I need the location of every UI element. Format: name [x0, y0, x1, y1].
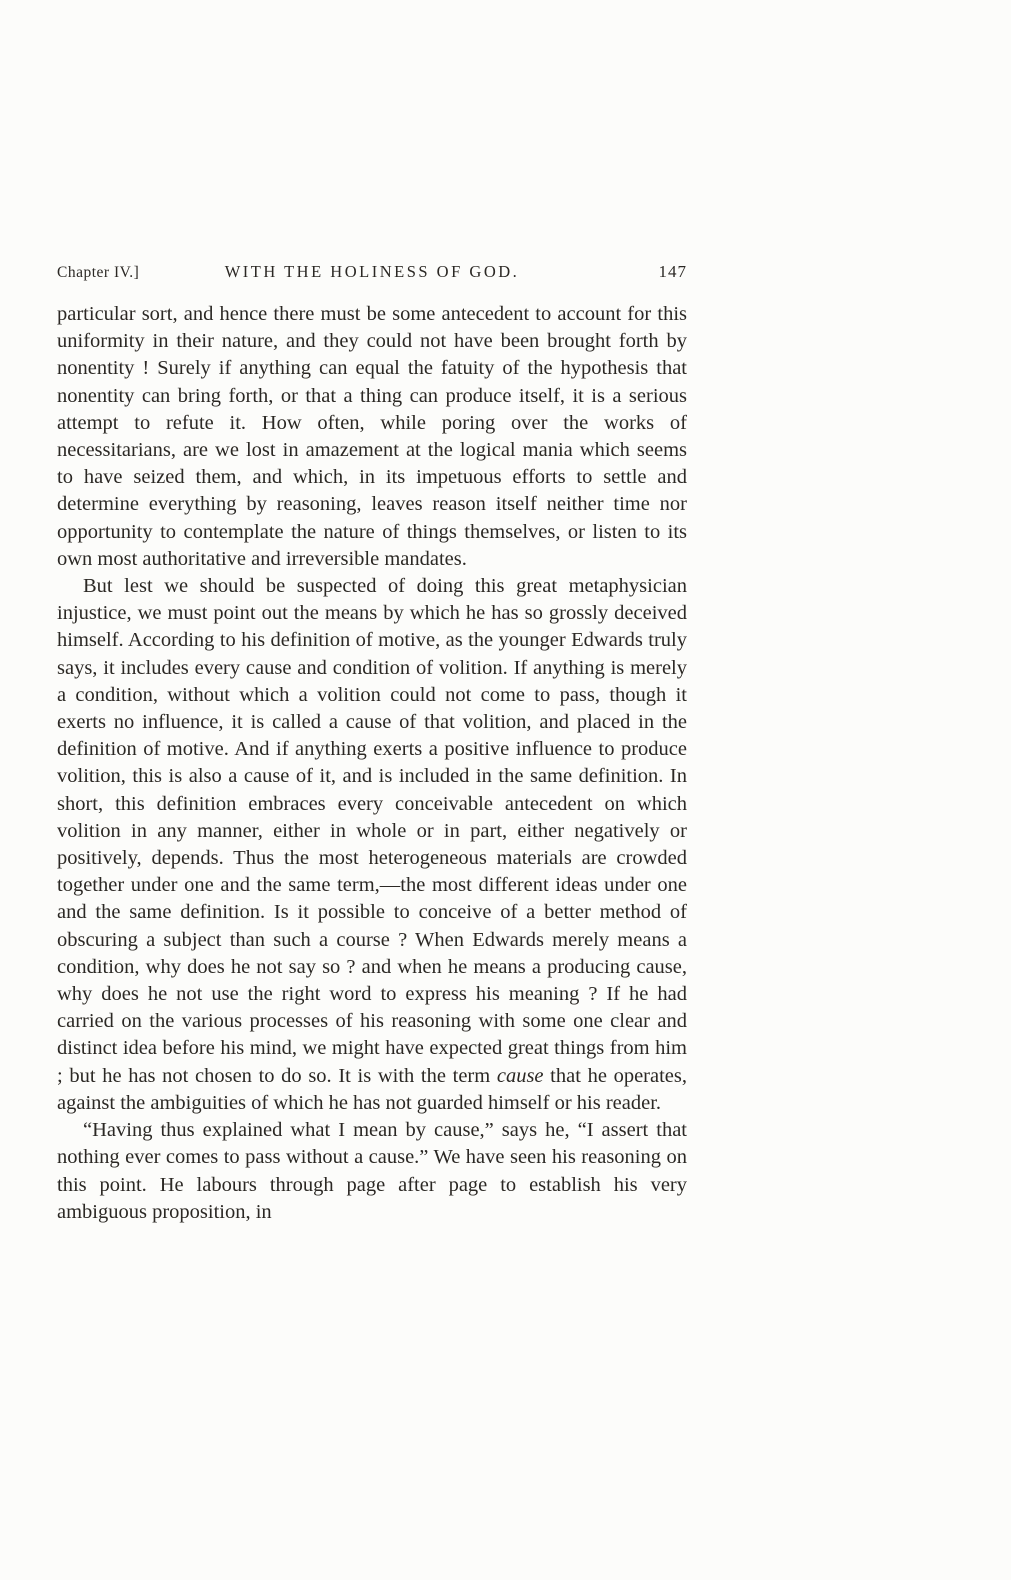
chapter-label: Chapter IV.]	[57, 264, 140, 281]
paragraph	[57, 301, 687, 573]
text-segment: But lest we should be suspected of doing this great metaphysician injustice, we must point out the means by which he has so grossly deceived himself. According to his definition of motive, as the younger Edwards truly says, it includes every cause and condition of volition. If anything is merely a condition, without which a volition could not come to pass, though it exerts no influence, it is called a cause of that volition, and placed in the definition of motive. And if anything exerts a positive influence to produce volition, this is also a cause of it, and is included in the same definition. In short, this definition embraces every conceivable antecedent on which volition in any manner, either in whole or in part, either negatively or positively, depends. Thus the most heterogeneous materials are crowded together under one and the same term,—the most different ideas under one and the same definition. Is it possible to conceive of a better method of obscuring a subject than such a course ? When Edwards merely means a condition, why does he not say so ? and when he means a producing cause, why does he not use the right word to express his meaning ? If he had carried on the various processes of his reasoning with some one clear and distinct idea before his mind, we might have expected great things from him ; but he has not chosen to do so. It is with the term	[57, 575, 687, 1087]
paragraph	[57, 573, 687, 1117]
page-number: 147	[658, 262, 687, 281]
paragraph	[57, 1117, 687, 1226]
text-segment: that he operates, against the ambiguities of which he has not guarded himself or his reader.	[57, 1064, 687, 1114]
running-title: WITH THE HOLINESS OF GOD.	[224, 262, 520, 281]
italic-text: cause	[496, 1064, 544, 1087]
text-segment: “Having thus explained what I mean by cause,” says he, “I assert that nothing ever comes to pass without a cause.” We have seen his reasoning on this point. He labours through page after page to establish his very ambiguous proposition, in	[57, 1119, 687, 1223]
text-segment: particular sort, and hence there must be some antecedent to account for this uniformity in their nature, and they could not have been brought forth by nonentity ! Surely if anything can equal the fatuity of the hypothesis that nonentity can bring forth, or that a thing can produce itself, it is a serious attempt to refute it. How often, while poring over the works of necessitarians, are we lost in amazement at the logical mania which seems to have seized them, and which, in its impetuous efforts to settle and determine everything by reasoning, leaves reason itself neither time nor opportunity to contemplate the nature of things themselves, or listen to its own most authoritative and irreversible mandates.	[57, 303, 687, 570]
page-header	[57, 262, 687, 288]
page-body	[57, 301, 687, 1226]
